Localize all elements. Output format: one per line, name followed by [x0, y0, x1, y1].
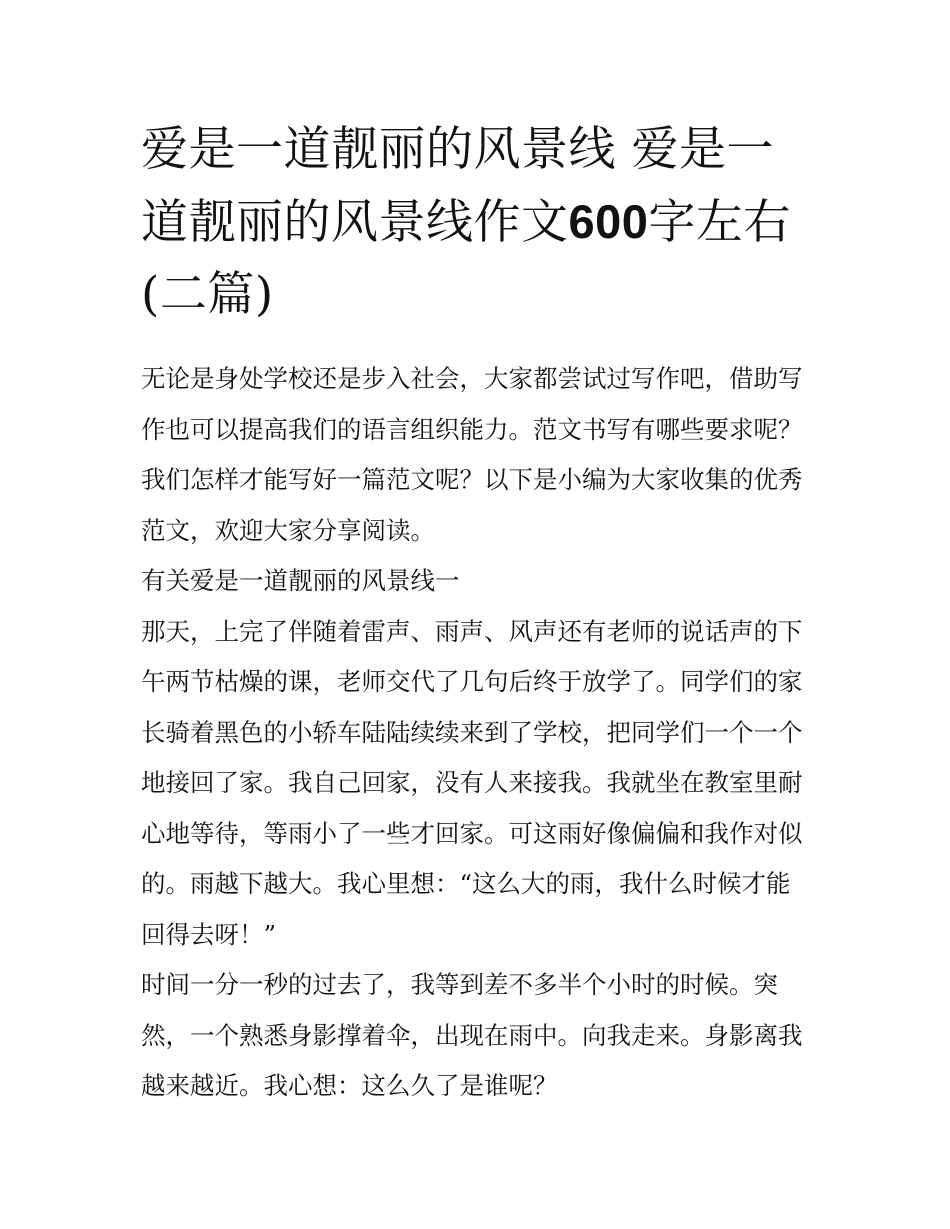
document-page: [141, 0, 813, 1229]
document-title: [141, 114, 813, 331]
intro-paragraph: 无论是身处学校还是步入社会，大家都尝试过写作吧，借助写作也可以提高我们的语言组织能力。范文书写有哪些要求呢？我们怎样才能写好一篇范文呢？以下是小编为大家收集的优秀范文，欢迎大家分享阅读。: [141, 364, 803, 545]
story-paragraph-2: 时间一分一秒的过去了，我等到差不多半个小时的时候。突然，一个熟悉身影撑着伞，出现在雨中。向我走来。身影离我越来越近。我心想：这么久了是谁呢？: [141, 970, 803, 1100]
title-text-part2: 字左右(二篇): [141, 195, 791, 322]
title-text-part1: 爱是一道靓丽的风景线 爱是一道靓丽的风景线作文: [141, 122, 774, 250]
title-number: 600: [568, 195, 649, 248]
section-heading: 有关爱是一道靓丽的风景线一: [141, 566, 460, 595]
document-body: [141, 354, 813, 1112]
story-paragraph-1: 那天，上完了伴随着雷声、雨声、风声还有老师的说话声的下午两节枯燥的课，老师交代了几句后终于放学了。同学们的家长骑着黑色的小轿车陆陆续续来到了学校，把同学们一个一个地接回了家。我自己回家，没有人来接我。我就坐在教室里耐心地等待，等雨小了一些才回家。可这雨好像偏偏和我作对似的。雨越下越大。我心里想：“这么大的雨，我什么时候才能回得去呀！”: [141, 616, 803, 949]
